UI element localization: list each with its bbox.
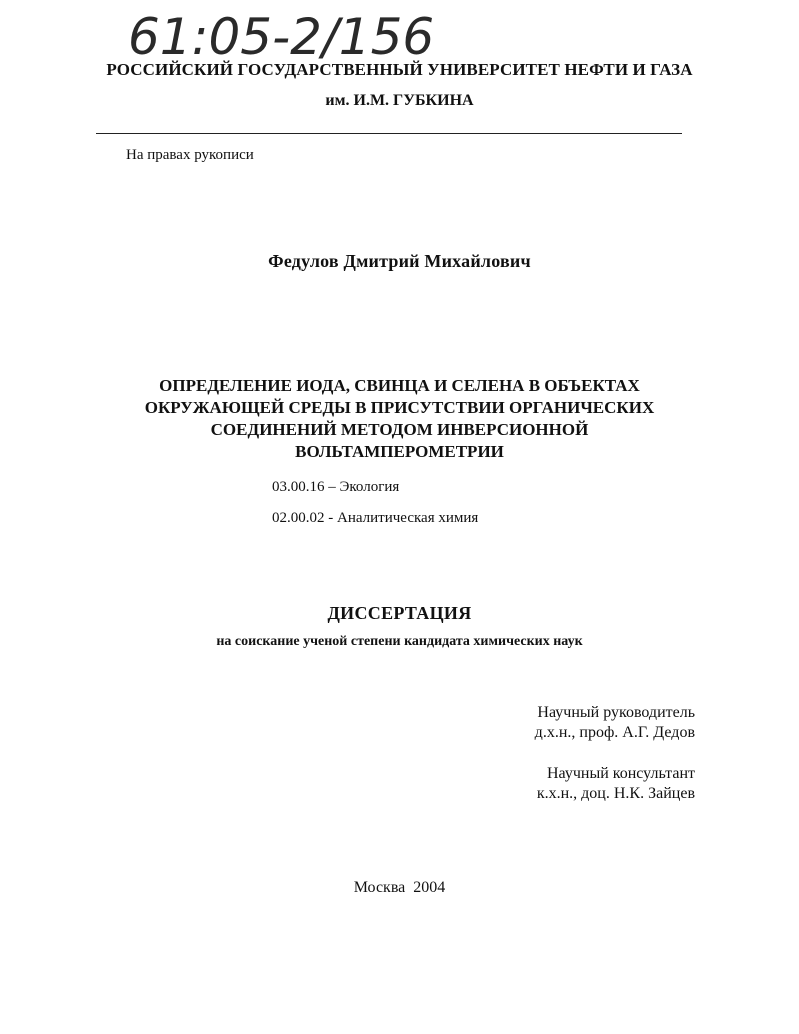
header-divider — [96, 133, 682, 134]
title-line: СОЕДИНЕНИЙ МЕТОДОМ ИНВЕРСИОННОЙ — [210, 420, 589, 439]
consultant-name: к.х.н., доц. Н.К. Зайцев — [536, 785, 695, 802]
title-line: ОКРУЖАЮЩЕЙ СРЕДЫ В ПРИСУТСТВИИ ОРГАНИЧЕСКИХ — [144, 398, 655, 417]
manuscript-note: На правах рукописи — [126, 147, 254, 163]
handwritten-code-text: 61:05-2/156 — [128, 8, 435, 66]
consultant-role: Научный консультант — [547, 765, 695, 782]
place-and-year — [0, 879, 799, 897]
specialty-analytical-chemistry: 02.00.02 - Аналитическая химия — [272, 510, 479, 526]
supervisor-name: д.х.н., проф. А.Г. Дедов — [534, 724, 695, 741]
supervisor-role: Научный руководитель — [537, 704, 695, 721]
city: Москва — [353, 879, 406, 896]
year: 2004 — [413, 879, 446, 896]
title-line: ВОЛЬТАМПЕРОМЕТРИИ — [295, 442, 504, 461]
university-named-after: им. И.М. ГУБКИНА — [325, 92, 474, 109]
author-name: Федулов Дмитрий Михайлович — [268, 251, 531, 271]
consultant-block — [505, 764, 695, 804]
degree-statement: на соискание ученой степени кандидата химических наук — [216, 634, 583, 649]
handwritten-catalog-number — [128, 4, 508, 68]
dissertation-title — [0, 375, 799, 463]
university-name: РОССИЙСКИЙ ГОСУДАРСТВЕННЫЙ УНИВЕРСИТЕТ НЕФТИ И ГАЗА — [106, 60, 693, 79]
supervisor-block — [505, 703, 695, 743]
title-line: ОПРЕДЕЛЕНИЕ ИОДА, СВИНЦА И СЕЛЕНА В ОБЪЕКТАХ — [159, 376, 640, 395]
specialty-ecology: 03.00.16 – Экология — [272, 479, 400, 495]
document-type: ДИССЕРТАЦИЯ — [327, 603, 472, 623]
